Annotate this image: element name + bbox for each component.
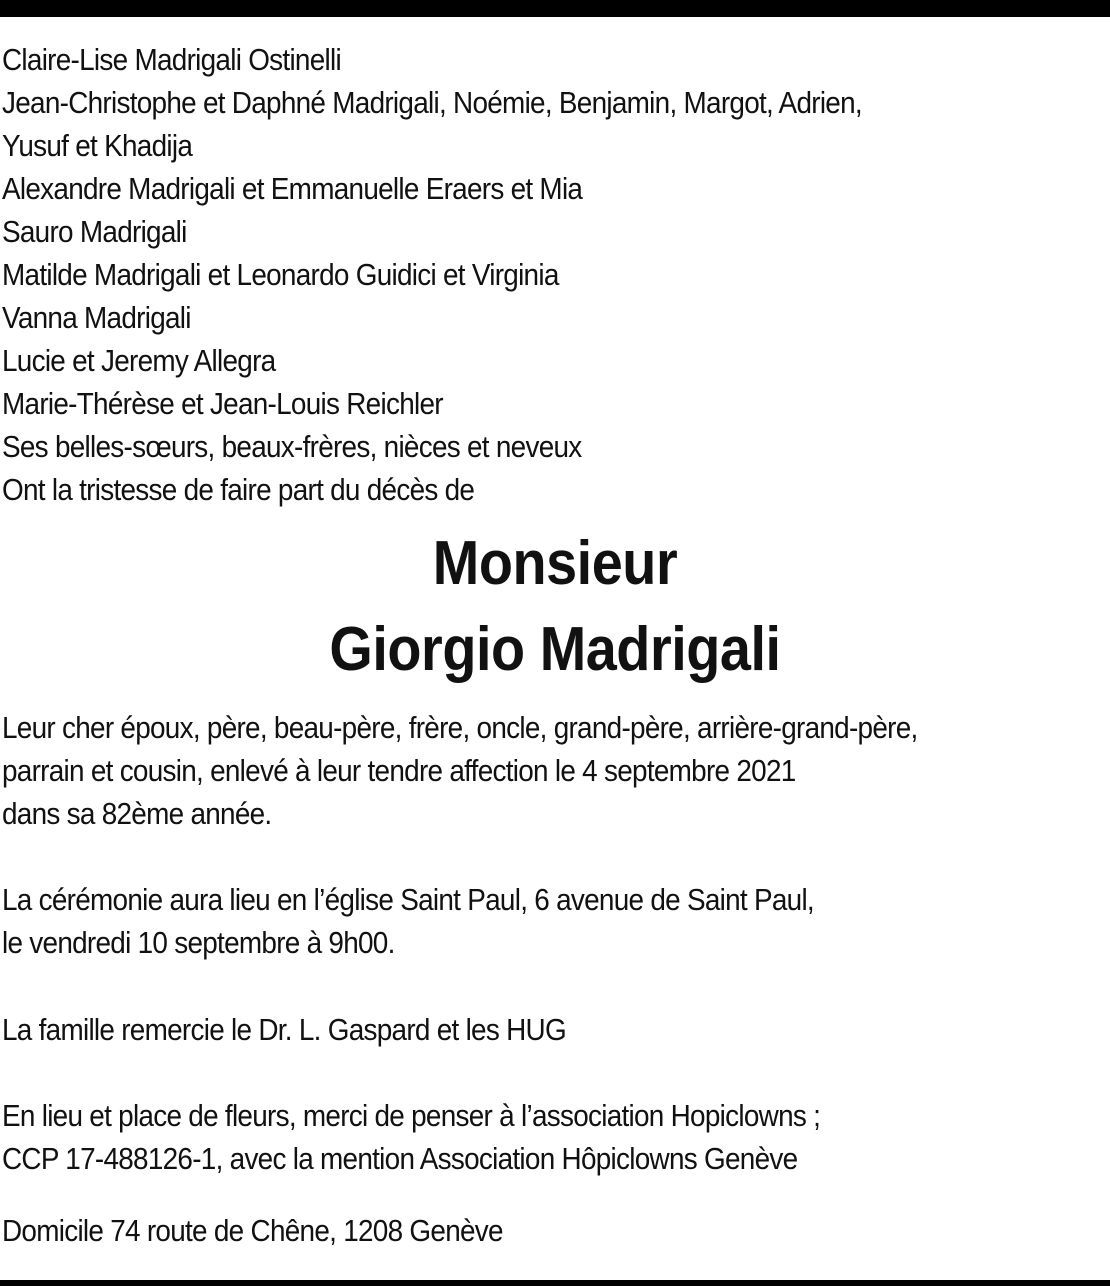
family-line: Alexandre Madrigali et Emmanuelle Eraers et Mia (2, 171, 583, 206)
tribute-line: Leur cher époux, père, beau-père, frère, oncle, grand-père, arrière-grand-père, (2, 710, 918, 745)
tribute-line: parrain et cousin, enlevé à leur tendre affection le 4 septembre 2021 (2, 753, 796, 788)
tribute-paragraph (2, 706, 997, 835)
thanks-line: La famille remercie le Dr. L. Gaspard et les HUG (2, 1012, 566, 1047)
donation-line: CCP 17-488126-1, avec la mention Association Hôpiclowns Genève (2, 1141, 798, 1176)
deceased-name: Giorgio Madrigali (329, 615, 781, 684)
ceremony-line: le vendredi 10 septembre à 9h00. (2, 925, 395, 960)
address-line: Domicile 74 route de Chêne, 1208 Genève (2, 1213, 503, 1248)
deceased-title: Monsieur (432, 529, 678, 598)
announcement-line: Ont la tristesse de faire part du décès de (2, 472, 475, 507)
donation-line: En lieu et place de fleurs, merci de penser à l’association Hopiclowns ; (2, 1098, 821, 1133)
family-line: Sauro Madrigali (2, 214, 187, 249)
top-border-rule (0, 0, 1110, 17)
family-line: Yusuf et Khadija (2, 128, 193, 163)
bottom-border-rule (0, 1280, 1110, 1286)
family-line: Ses belles-sœurs, beaux-frères, nièces et neveux (2, 429, 582, 464)
ceremony-paragraph (2, 878, 997, 964)
family-line: Lucie et Jeremy Allegra (2, 343, 276, 378)
address-paragraph (2, 1209, 997, 1252)
family-line: Claire-Lise Madrigali Ostinelli (2, 42, 341, 77)
donation-paragraph (2, 1094, 997, 1180)
thanks-paragraph (2, 1008, 997, 1051)
tribute-line: dans sa 82ème année. (2, 796, 272, 831)
ceremony-line: La cérémonie aura lieu en l’église Saint Paul, 6 avenue de Saint Paul, (2, 882, 814, 917)
family-line: Matilde Madrigali et Leonardo Guidici et Virginia (2, 257, 559, 292)
deceased-heading (0, 521, 1110, 693)
family-line: Jean-Christophe et Daphné Madrigali, Noémie, Benjamin, Margot, Adrien, (2, 85, 862, 120)
family-line: Vanna Madrigali (2, 300, 191, 335)
family-list (2, 38, 997, 511)
family-line: Marie-Thérèse et Jean-Louis Reichler (2, 386, 443, 421)
